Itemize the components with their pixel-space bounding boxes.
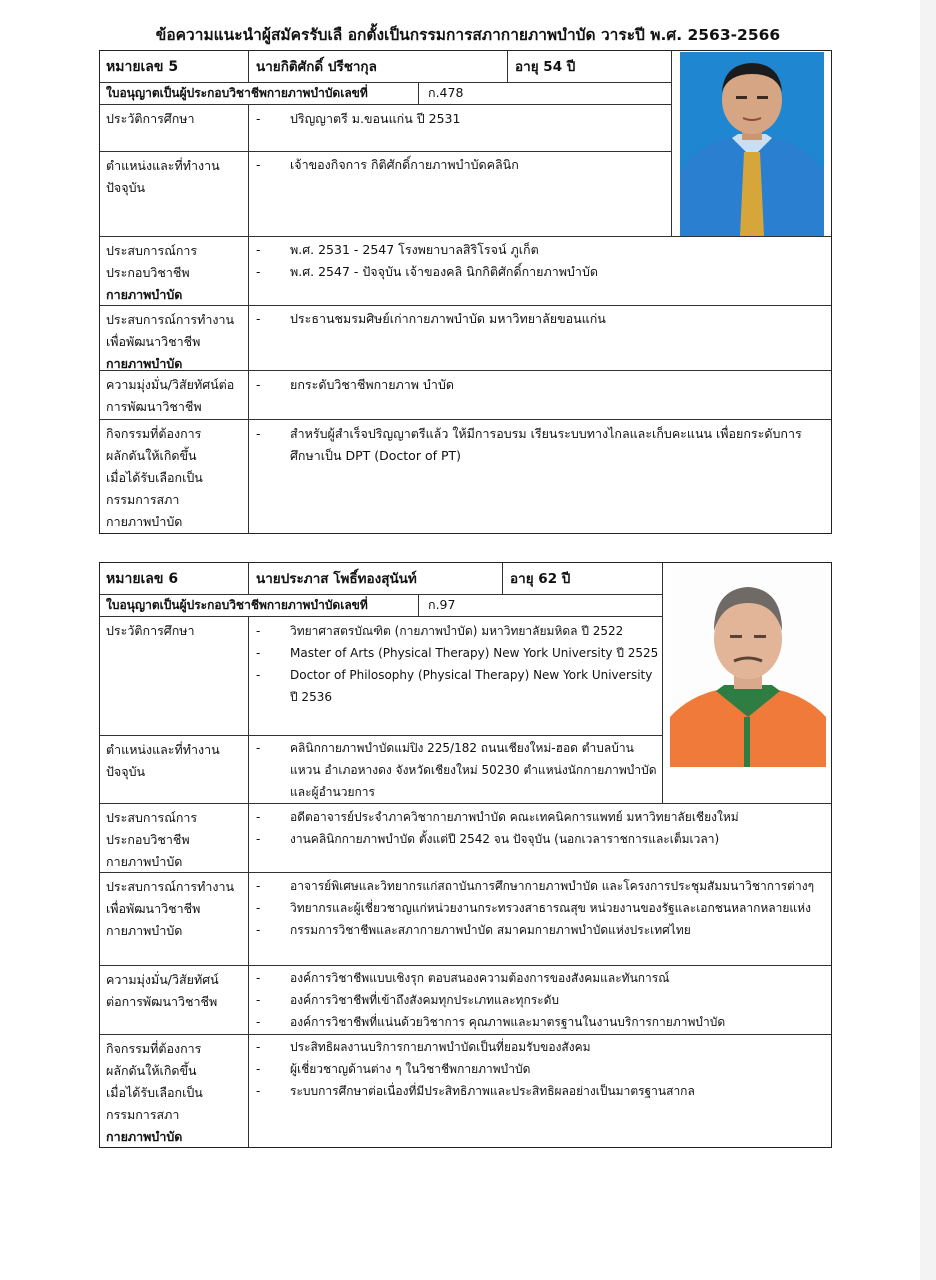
education-item: - ปริญญาตรี ม.ขอนแก่น ปี 2531 (250, 108, 670, 130)
label-line: เมื่อได้รับเลือกเป็น (106, 1085, 203, 1100)
label-line: ประกอบวิชาชีพ (106, 832, 190, 847)
label-line: ประสบการณ์การ (106, 243, 198, 258)
candidate-6-activities (250, 1036, 830, 1102)
candidate-6-experience-label (100, 804, 248, 876)
label-line: ตำแหน่งและที่ทำงาน (106, 158, 220, 173)
development-item: - ประธานชมรมศิษย์เก่ากายภาพบำบัด มหาวิทยาลัยขอนแก่น (250, 308, 830, 330)
candidate-6-vision (250, 967, 830, 1033)
label-line: ประสบการณ์การทำงาน (106, 879, 235, 894)
experience-item: - พ.ศ. 2531 - 2547 โรงพยาบาลสิริโรจน์ ภูเก็ต (250, 239, 830, 261)
label-line: กายภาพบำบัด (106, 854, 183, 869)
education-item: - Master of Arts (Physical Therapy) New York University ปี 2525 (250, 642, 660, 664)
activities-item: - สำหรับผู้สำเร็จปริญญาตรีแล้ว ให้มีการอบรม เรียนระบบทางไกลและเก็บคะแนน เพื่อยกระดับการศึกษาเป็น DPT (Doctor of PT) (250, 423, 820, 467)
candidate-5-position (250, 154, 670, 176)
experience-item: - พ.ศ. 2547 - ปัจจุบัน เจ้าของคลิ นิกกิติศักดิ์กายภาพบำบัด (250, 261, 830, 283)
candidate-6-card (99, 562, 832, 1148)
vision-item: - องค์การวิชาชีพที่แน่นด้วยวิชาการ คุณภาพและมาตรฐานในงานบริการกายภาพบำบัด (250, 1011, 830, 1033)
label-line: ปัจจุบัน (106, 180, 146, 195)
label-line: ผลักดันให้เกิดขึ้น (106, 448, 197, 463)
education-item: - Doctor of Philosophy (Physical Therapy) New York University ปี 2536 (250, 664, 660, 708)
candidate-6-vision-label (100, 966, 248, 1016)
candidate-6-position-label (100, 736, 248, 786)
vision-item: - ยกระดับวิชาชีพกายภาพ บำบัด (250, 374, 830, 396)
candidate-5-education-label: ประวัติการศึกษา (106, 111, 195, 126)
candidate-5-position-label (100, 152, 248, 202)
candidate-6-development-label (100, 873, 248, 945)
candidate-5-license-number: ก.478 (428, 85, 464, 100)
label-line: ประสบการณ์การ (106, 810, 198, 825)
candidate-6-license-number: ก.97 (428, 597, 456, 612)
label-line: กรรมการสภา (106, 1107, 180, 1122)
candidate-5-license-label: ใบอนุญาตเป็นผู้ประกอบวิชาชีพกายภาพบำบัดเลขที่ (106, 86, 368, 100)
label-line: ความมุ่งมั่น/วิสัยทัศน์ต่อ (106, 377, 235, 392)
label-line: กรรมการสภา (106, 492, 180, 507)
label-line: กิจกรรมที่ต้องการ (106, 1041, 202, 1056)
label-line: กายภาพบำบัด (106, 514, 183, 529)
label-line: กายภาพบำบัด (106, 923, 183, 938)
label-line: กายภาพบำบัด (106, 1129, 183, 1144)
page-edge-shadow (920, 0, 936, 1280)
label-line: เพื่อพัฒนาวิชาชีพ (106, 334, 201, 349)
position-item: - คลินิกกายภาพบำบัดแม่ปิง 225/182 ถนนเชียงใหม่-ฮอด ตำบลบ้านแหวน อำเภอหางดง จังหวัดเชียงใหม่ 50230 ตำแหน่งนักกายภาพบำบัด และผู้อำนวยการ (250, 737, 660, 803)
vision-item: - องค์การวิชาชีพแบบเชิงรุก ตอบสนองความต้องการของสังคมและทันการณ์ (250, 967, 830, 989)
development-item: - กรรมการวิชาชีพและสภากายภาพบำบัด สมาคมกายภาพบำบัดแห่งประเทศไทย (250, 919, 830, 941)
label-line: กายภาพบำบัด (106, 356, 183, 371)
candidate-6-development (250, 875, 830, 941)
candidate-5-development-label (100, 306, 248, 378)
candidate-6-number: หมายเลข 6 (106, 571, 179, 587)
label-line: เมื่อได้รับเลือกเป็น (106, 470, 203, 485)
candidate-5-activities-label (100, 420, 248, 536)
candidate-6-education (250, 620, 660, 708)
label-line: การพัฒนาวิชาชีพ (106, 399, 202, 414)
candidate-6-age: อายุ 62 ปี (510, 571, 571, 587)
label-line: ผลักดันให้เกิดขึ้น (106, 1063, 197, 1078)
candidate-5-activities (250, 423, 820, 467)
vision-item: - องค์การวิชาชีพที่เข้าถึงสังคมทุกประเภทและทุกระดับ (250, 989, 830, 1011)
label-line: ต่อการพัฒนาวิชาชีพ (106, 994, 218, 1009)
experience-item: - งานคลินิกกายภาพบำบัด ตั้งแต่ปี 2542 จน ปัจจุบัน (นอกเวลาราชการและเต็มเวลา) (250, 828, 830, 850)
activities-item: - ประสิทธิผลงานบริการกายภาพบำบัดเป็นที่ยอมรับของสังคม (250, 1036, 830, 1058)
candidate-5-education (250, 108, 670, 130)
candidate-6-photo (670, 567, 826, 767)
development-item: - วิทยากรและผู้เชี่ยวชาญแก่หน่วยงานกระทรวงสาธารณสุข หน่วยงานของรัฐและเอกชนหลากหลายแห่ง (250, 897, 830, 919)
education-item: - วิทยาศาสตรบัณฑิต (กายภาพบำบัด) มหาวิทยาลัยมหิดล ปี 2522 (250, 620, 660, 642)
candidate-5-vision-label (100, 371, 248, 421)
activities-item: - ผู้เชี่ยวชาญด้านต่าง ๆ ในวิชาชีพกายภาพบำบัด (250, 1058, 830, 1080)
candidate-6-experience (250, 806, 830, 850)
label-line: ตำแหน่งและที่ทำงาน (106, 742, 220, 757)
candidate-6-license-label: ใบอนุญาตเป็นผู้ประกอบวิชาชีพกายภาพบำบัดเลขที่ (106, 598, 368, 612)
candidate-5-vision (250, 374, 830, 396)
candidate-5-age: อายุ 54 ปี (515, 59, 576, 75)
position-item: - เจ้าของกิจการ กิติศักดิ์กายภาพบำบัดคลินิก (250, 154, 670, 176)
label-line: ประสบการณ์การทำงาน (106, 312, 235, 327)
candidate-5-experience (250, 239, 830, 283)
label-line: ประกอบวิชาชีพ (106, 265, 190, 280)
page-title: ข้อความแนะนำผู้สมัครรับเลื อกตั้งเป็นกรรมการสภากายภาพบำบัด วาระปี พ.ศ. 2563-2566 (155, 26, 781, 44)
label-line: ปัจจุบัน (106, 764, 146, 779)
candidate-5-card (99, 50, 832, 534)
candidate-5-photo (680, 52, 824, 236)
candidate-6-activities-label (100, 1035, 248, 1151)
candidate-6-education-label: ประวัติการศึกษา (106, 623, 195, 638)
candidate-5-experience-label (100, 237, 248, 309)
candidate-5-development (250, 308, 830, 330)
label-line: กิจกรรมที่ต้องการ (106, 426, 202, 441)
candidate-6-position (250, 737, 660, 803)
activities-item: - ระบบการศึกษาต่อเนื่องที่มีประสิทธิภาพและประสิทธิผลอย่างเป็นมาตรฐานสากล (250, 1080, 830, 1102)
candidate-6-name: นายประภาส โพธิ์ทองสุนันท์ (256, 571, 417, 587)
candidate-5-name: นายกิติศักดิ์ ปรีชากุล (256, 59, 377, 75)
label-line: ความมุ่งมั่น/วิสัยทัศน์ (106, 972, 219, 987)
development-item: - อาจารย์พิเศษและวิทยากรแก่สถาบันการศึกษากายภาพบำบัด และโครงการประชุมสัมมนาวิชาการต่างๆ (250, 875, 830, 897)
label-line: กายภาพบำบัด (106, 287, 183, 302)
label-line: เพื่อพัฒนาวิชาชีพ (106, 901, 201, 916)
candidate-5-number: หมายเลข 5 (106, 59, 179, 75)
experience-item: - อดีตอาจารย์ประจำภาควิชากายภาพบำบัด คณะเทคนิคการแพทย์ มหาวิทยาลัยเชียงใหม่ (250, 806, 830, 828)
